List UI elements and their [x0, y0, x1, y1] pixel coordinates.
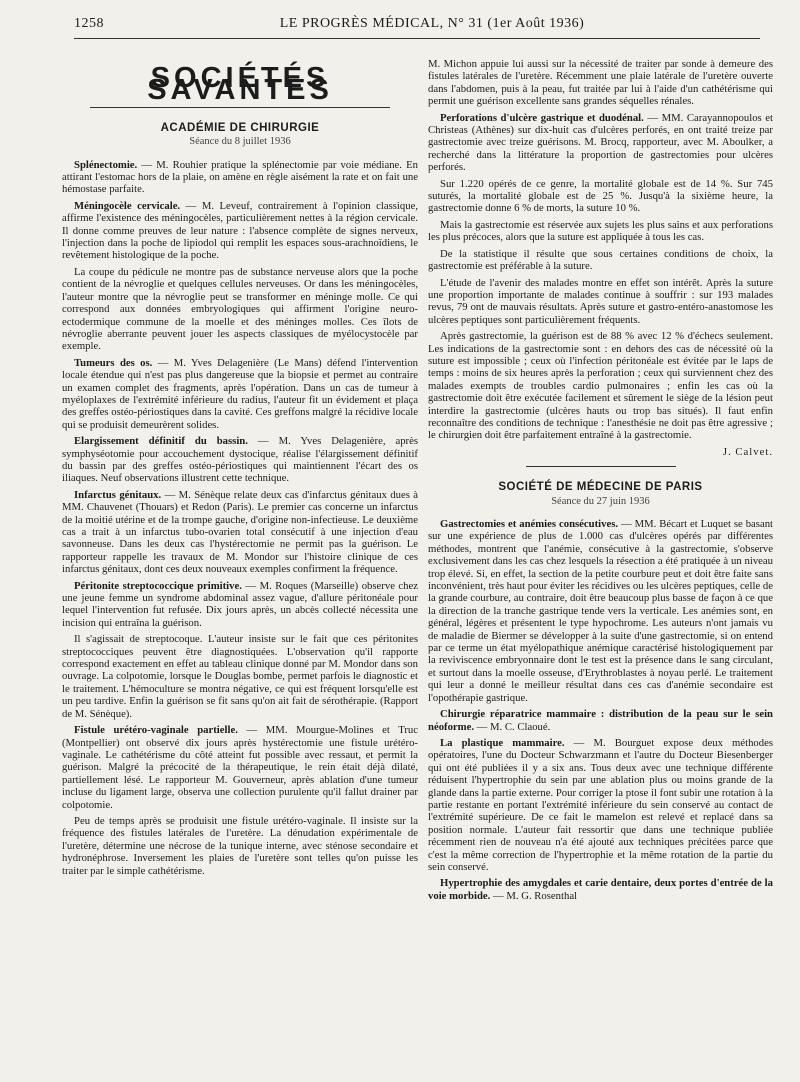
title-rule [90, 107, 390, 108]
article [62, 724, 418, 811]
article-body: — M. Sénèque relate deux cas d'infarctus génitaux dues à MM. Chauvenet (Thouars) et Redon (Paris). Le premier cas concerne un infarctus de la moitié utérine et de la trompe gauche, d'origine non-infectieuse. Le deuxième cas a trait à un infarctus tubo-ovarien total consécutif à une injection d'eau savonneuse. Dans les deux cas l'hystérectomie ne permit pas la guérison. Le rapporteur rappelle les travaux de M. Mondor sur l'histoire clinique de ces infarctus génitaux, dont ces deux nouveaux exemples confirment la fréquence. [62, 488, 418, 576]
article-title: Hypertrophie des amygdales et carie dentaire, deux portes d'entrée de la voie morbide. [428, 877, 773, 902]
article-title: Tumeurs des os. [74, 356, 153, 369]
article [62, 159, 418, 196]
session-date: Séance du 8 juillet 1936 [189, 136, 291, 148]
paragraph [428, 58, 773, 108]
society-name: ACADÉMIE DE CHIRURGIE [160, 121, 320, 134]
article-title: Infarctus génitaux. [74, 488, 162, 501]
paragraph [428, 330, 773, 442]
article-body: — MM. Carayannopoulos et Christeas (Athènes) sur dix-huit cas d'ulcères perforés, en ont traité treize par gastrectomie avec treize guérisons. M. Brocq, rapporteur, avec M. Aboulker, a recherché dans la littérature la proportion de gastrectomies pour ulcères perforés. [428, 111, 773, 174]
article-title: Méningocèle cervicale. [74, 199, 181, 212]
session-date: Séance du 27 juin 1936 [551, 495, 650, 507]
article [428, 112, 773, 174]
page-number: 1258 [74, 16, 104, 31]
article [62, 357, 418, 431]
paragraph [428, 219, 773, 244]
article [62, 435, 418, 485]
article-title: Péritonite streptococcique primitive. [74, 579, 242, 592]
article-body: — M. Roques (Marseille) observe chez une jeune femme un syndrome abdominal assez vague, d'allure péritonéale pour lequel l'intervention fut refusée. Dix jours après, un abcès collecté nécessita une incision qui entraîna la guérison. [62, 579, 418, 629]
article [62, 489, 418, 576]
article-body: Peu de temps après se produisit une fistule urétéro-vaginale. Il insiste sur la fréquence des fistules latérales de l'uretère. La dénudation expérimentale de l'uretère, détermine une nécrose de la tunique interne, avec sténose secondaire et hydronéphrose. Inversement les plaies de l'uretère sont telles qu'on puisse les traiter par le simple cathétérisme. [62, 814, 418, 877]
article [62, 580, 418, 630]
article-body: M. Michon appuie lui aussi sur la nécessité de traiter par sonde à demeure des fistules latérales de l'uretère. Récemment une plaie latérale de l'uretère ouverte dans l'abdomen, puis à la peau, fut traitée par lui à l'aide d'un cathétérisme qui permit une guérison excellente sans grandes séquelles rénales. [428, 58, 773, 108]
left-column [62, 58, 418, 1048]
article-body: — M. Yves Delagenière (Le Mans) défend l'intervention locale étendue qui n'est pas plus dangereuse que la biopsie et permet au contraire un examen complet des fragments, après l'opération. Dans un cas de tumeur à myéloplaxes de l'extrémité inférieure du radius, l'auteur fit un évidement et plaça des greffes ostéo-périostiques dans la cavité. Ces greffons malgré la récidive locale qui se produisit demeurèrent solides. [62, 356, 418, 431]
article-body: De la statistique il résulte que sous certaines conditions de choix, la gastrectomie est préférable à la suture. [428, 247, 773, 273]
article-body: — MM. Mourgue-Molines et Truc (Montpellier) ont observé dix jours après hystérectomie une fistule urétéro-vaginale. Le cathétérisme du côté atteint fut possible avec ressaut, et permit la guérison. Malgré la précocité de la thérapeutique, le rein était déjà dilaté, partiellement lésé. Le rapporteur M. Gouverneur, après ablation d'une tumeur incluse du ligament large, observa une collection purulente qu'il fallut drainer par colpotomie. [62, 724, 418, 811]
article-body: — MM. Bécart et Luquet se basant sur une expérience de plus de 1.000 cas d'ulcères opérés par différentes méthodes, montrent que l'anémie, consécutive à la gastrectomie, s'observe exclusivement dans les cas chez lesquels la résection a été pratiquée à un niveau trop élevé. Si, en effet, la section de la petite courbure peut et doit être faite sans inconvénient, très haut pour éviter les récidives ou les ulcères peptiques, celle de la grande courbure, au contraire, doit être beaucoup plus basse de façon à ce que la direction de la tranche gastrique tende vers la verticale. Les anémies sont, en général, légères et présentent le type hypochrome. Les auteurs n'ont jamais vu de maladie de Biermer se développer à la suite d'une gastrectomie, si on entend par ce terme un état myélopathique anémique caractérisé histologiquement par la reviviscence embryonnaire dont le test est la présence dans le sang circulant, et surtout dans la moelle osseuse, d'Erythroblastes à noyau perlé. Le traitement qui leur a donné le meilleur résultat dans ces cas d'anémie secondaire est l'opothérapie gastrique. [428, 518, 773, 704]
article-title: Gastrectomies et anémies consécutives. [440, 518, 619, 530]
article-body: — M. Bourguet expose deux méthodes opératoires, l'une du Docteur Schwarzmann et l'autre du Docteur Biesenberger qui ont été publiées il y a six ans. Tous deux avec une technique différente réduisent l'hypertrophie du sein par une ablation plus ou moins grande de la glande dans la partie externe. Pour corriger la ptose il font subir une rotation à la partie restante en portant l'extrémité inférieure du sein conservé au contact de l'extrémité supérieure. De ce fait le mamelon est relevé et replacé dans sa position normale. L'auteur fait ressortir que dans une technique publiée récemment rien de nouveau n'a été ajouté aux techniques précitées parce que c'est la même correction de l'hypertrophie et la même rotation de la partie du sein conservé. [428, 736, 773, 873]
paragraph [428, 178, 773, 215]
right-column [428, 58, 773, 1048]
section-title: SOCIÉTÉS SAVANTES [147, 62, 333, 107]
article-title: Fistule urétéro-vaginale partielle. [74, 724, 238, 737]
article [428, 518, 773, 704]
article-body: L'étude de l'avenir des malades montre en effet son intérêt. Après la suture une proportion importante de malades continue à souffrir : sur 193 malades revus, 79 ont de mauvais résultats. Après suture et gastro-entéro-anastomose les ulcères peptiques sont particulièrement fréquents. [428, 276, 773, 326]
paragraph [62, 266, 418, 353]
paragraph [62, 633, 418, 720]
article-body: — M. Yves Delagenière, après symphyséotomie pour accouchement dystocique, réalise l'élargissement définitif du bassin par des greffes ostéo-périostiques qui maintiennent l'écart des os iliaques. Neuf observations illustrent cette technique. [62, 435, 418, 485]
paragraph [428, 248, 773, 273]
article-title: La plastique mammaire. [440, 736, 565, 749]
article-body: Mais la gastrectomie est réservée aux sujets les plus sains et aux perforations les plus précoces, alors que la suture est appliquée à tous les cas. [428, 218, 773, 244]
article [428, 708, 773, 733]
article-body: — M. Leveuf, contrairement à l'opinion classique, affirme l'existence des méningocèles, particulièrement nettes à la région cervicale. Il donne comme preuves de leur nature : l'absence complète de signes nerveux, l'injection dans la poche de lipiodol qui remplit les espaces sous-arachnoïdiens, le revêtement histologique de la poche. [62, 199, 418, 262]
article-body: — M. Rouhier pratique la splénectomie par voie médiane. En attirant l'estomac hors de la plaie, on amène en règle aisément la rate et on fait une hémostase parfaite. [62, 158, 418, 196]
paragraph [62, 815, 418, 877]
article-body: La coupe du pédicule ne montre pas de substance nerveuse alors que la poche contient de la névroglie et quelques cellules nerveuses. Or dans les méningocèles, l'auteur montre que la névroglie peut se transformer en méninge molle. Ce qui correspond aux données embryologiques qui affirment l'origine neuro-ectodermique commune de la moelle et des méninges molles. Ces îlots de névroglie aberrante peuvent jouer les aspects classiques de myélocystocèle par exemple. [62, 265, 418, 353]
paragraph [428, 277, 773, 327]
article [62, 200, 418, 262]
article-body: Après gastrectomie, la guérison est de 88 % avec 12 % d'échecs seulement. Les indications de la gastrectomie sont : en dehors des cas de nécessité où la suture est impossible ; ceux où l'infection péritonéale est évitée par le laps de temps : moins de six heures après la perforation ; ceux qui surviennent chez des malades exempts de troubles cardio pulmonaires ; enfin les cas où la gastrectomie doit être exécutée facilement et sûrement le siège de la lésion peut interdire la gastrectomie (ulcères hauts ou trop bas situés). Il faut enfin reconnaître des conditions de technique : l'anesthésie ne doit pas être agressive ; le chirurgien doit être parfaitement entraîné à la gastrectomie. [428, 330, 773, 442]
article-title: Splénectomie. [74, 158, 138, 171]
divider [526, 466, 676, 467]
journal-title: LE PROGRÈS MÉDICAL, N° 31 (1er Août 1936) [279, 16, 585, 31]
article-body: — M. C. Claoué. [476, 720, 551, 733]
article-body: — M. G. Rosenthal [493, 889, 578, 902]
signature: J. Calvet. [722, 445, 773, 458]
article-body: Sur 1.220 opérés de ce genre, la mortalité globale est de 14 %. Sur 745 suturés, la mortalité globale est de 25 %. Jusqu'à la sixième heure, la gastrectomie donne 6 % de morts, la suture 10 %. [428, 177, 773, 215]
article-title: Perforations d'ulcère gastrique et duodénal. [440, 111, 644, 124]
article-body: Il s'agissait de streptocoque. L'auteur insiste sur le fait que ces péritonites streptococciques peuvent être diagnostiquées. L'observation qu'il rapporte correspond exactement en effet au tableau clinique donné par M. Mondor dans son ouvrage. La colpotomie, lorsque le Douglas bombe, permet parfois le diagnostic et le traitement. L'hémoculture se montra négative, ce qui est fréquent lorsqu'elle est un peu tardive. Enfin la guérison se fit sans qu'on ait fait de sérothérapie. (Rapport de M. Sénèque). [62, 633, 418, 720]
article [428, 877, 773, 902]
running-header [74, 14, 760, 39]
article-title: Chirurgie réparatrice mammaire : distribution de la peau sur le sein néoforme. [428, 708, 773, 733]
society-name: SOCIÉTÉ DE MÉDECINE DE PARIS [498, 481, 703, 494]
article [428, 737, 773, 873]
article-title: Elargissement définitif du bassin. [74, 435, 248, 448]
